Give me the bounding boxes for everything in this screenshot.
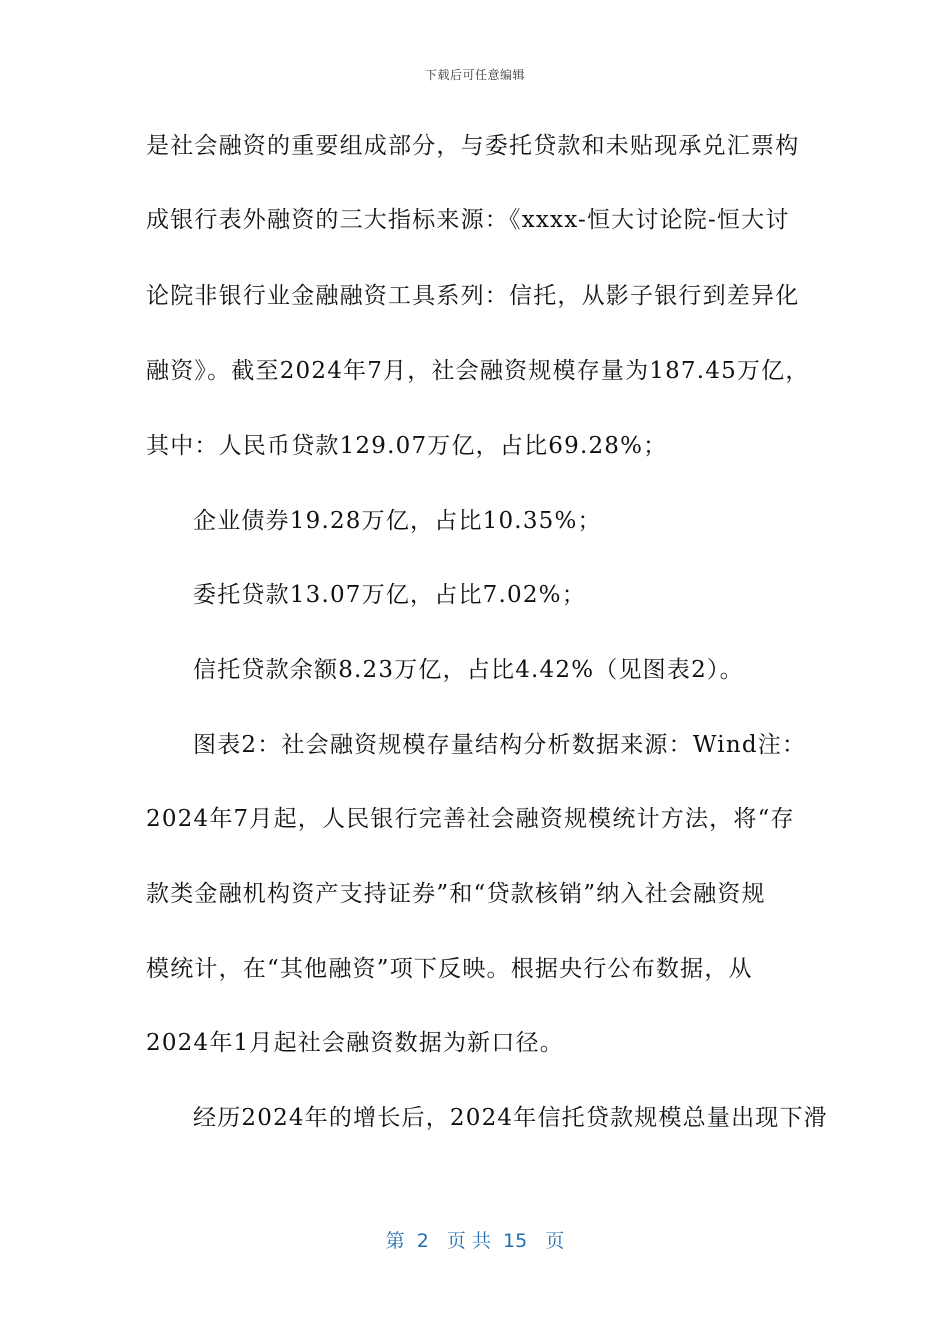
text-line: 企业债券19.28万亿，占比10.35%； (193, 508, 602, 534)
text-line: 成银行表外融资的三大指标来源：《xxxx-恒大讨论院-恒大讨 (146, 207, 790, 233)
text-line: 是社会融资的重要组成部分，与委托贷款和未贴现承兑汇票构 (146, 133, 800, 159)
text-line: 其中：人民币贷款129.07万亿，占比69.28%； (146, 433, 668, 459)
text-line: 论院非银行业金融融资工具系列：信托，从影子银行到差异化 (146, 283, 800, 309)
text-line: 经历2024年的增长后，2024年信托贷款规模总量出现下滑 (193, 1105, 828, 1131)
page-footer: 第 2 页 共 15 页 (385, 1230, 565, 1252)
page-header: 下载后可任意编辑 (424, 68, 525, 82)
text-line: 委托贷款13.07万亿，占比7.02%； (193, 582, 586, 608)
text-line: 融资》。截至2024年7月，社会融资规模存量为187.45万亿， (146, 358, 810, 384)
text-line: 模统计，在“其他融资”项下反映。根据央行公布数据，从 (146, 956, 753, 982)
text-line: 信托贷款余额8.23万亿，占比4.42%（见图表2）。 (193, 657, 744, 683)
text-line: 款类金融机构资产支持证券”和“贷款核销”纳入社会融资规 (146, 881, 766, 907)
text-line: 图表2：社会融资规模存量结构分析数据来源：Wind注： (193, 732, 807, 758)
text-line: 2024年7月起，人民银行完善社会融资规模统计方法，将“存 (146, 806, 795, 832)
text-line: 2024年1月起社会融资数据为新口径。 (146, 1030, 564, 1056)
